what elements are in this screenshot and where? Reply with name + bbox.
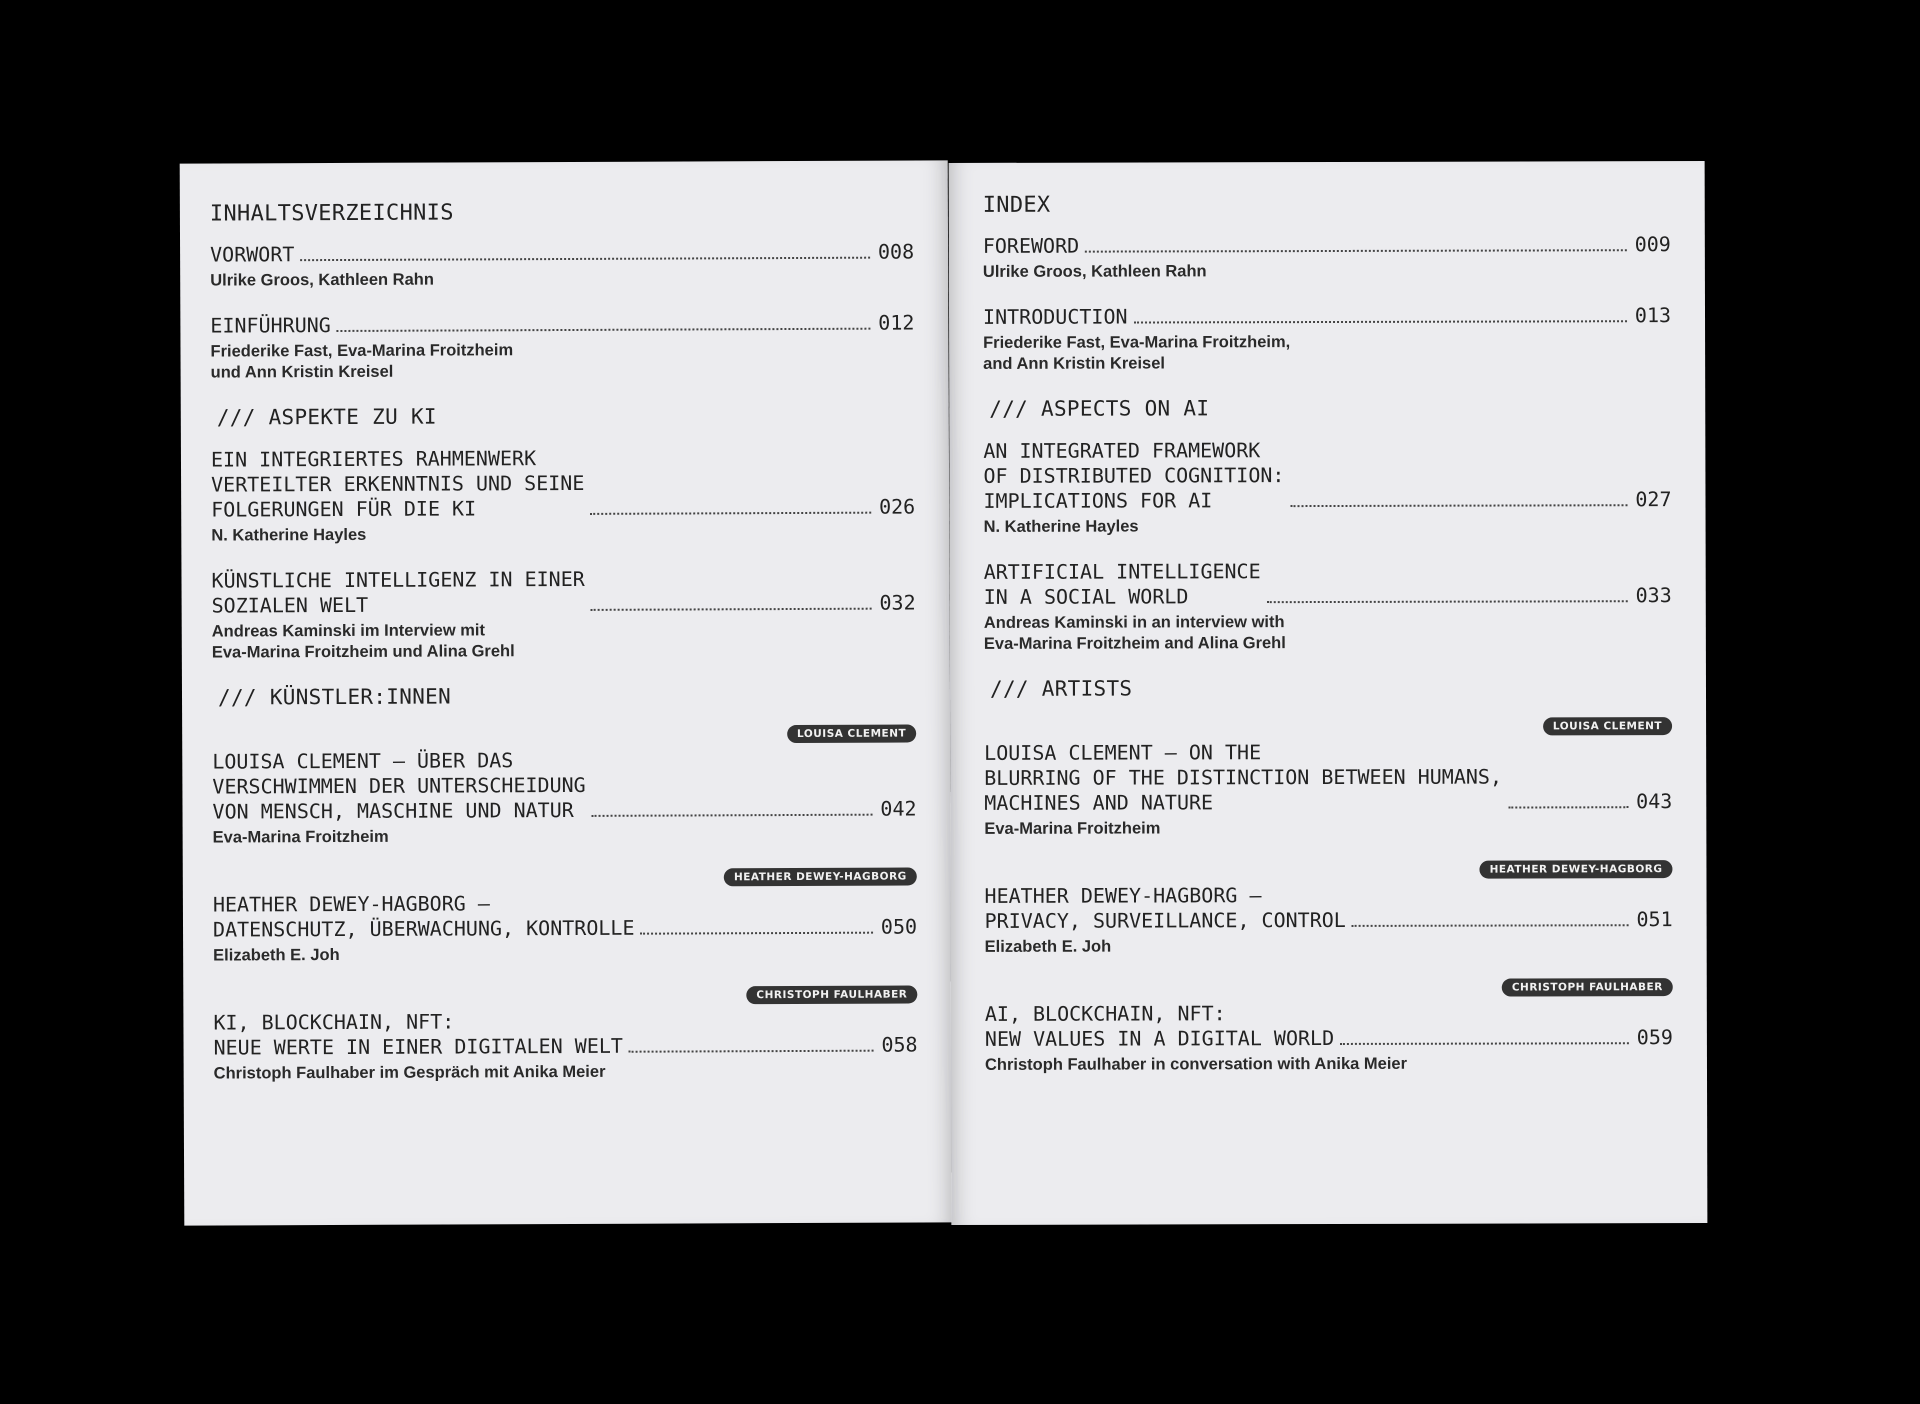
page-number: 059 — [1636, 1025, 1673, 1050]
index-heading: INDEX — [982, 192, 1051, 218]
entry-authors: Christoph Faulhaber in conversation with Anika Meier — [984, 1054, 1408, 1074]
entry-title: HEATHER DEWEY-HAGBORG – DATENSCHUTZ, ÜBERWACHUNG, KONTROLLE — [212, 891, 635, 942]
entry-authors: Christoph Faulhaber im Gespräch mit Anika Meier — [213, 1062, 606, 1083]
artist-tag: HEATHER DEWEY-HAGBORG — [724, 867, 917, 886]
toc-entry — [983, 303, 1671, 375]
toc-entry — [210, 310, 914, 383]
entry-title: AN INTEGRATED FRAMEWORK OF DISTRIBUTED COGNITION: IMPLICATIONS FOR AI — [983, 438, 1285, 513]
dot-leader — [1134, 320, 1627, 323]
toc-entry — [984, 717, 1672, 840]
page-number: 058 — [881, 1032, 918, 1057]
dot-leader — [1340, 1042, 1629, 1045]
section-heading: /// ASPEKTE ZU KI — [216, 404, 437, 430]
section-heading: /// ASPECTS ON AI — [989, 396, 1210, 421]
entry-title: EINFÜHRUNG — [210, 313, 331, 338]
dot-leader — [337, 328, 870, 332]
page-number: 027 — [1635, 487, 1672, 512]
toc-entry — [210, 239, 914, 291]
artist-tag: LOUISA CLEMENT — [787, 724, 916, 743]
entry-authors: Ulrike Groos, Kathleen Rahn — [982, 262, 1207, 281]
dot-leader — [1508, 806, 1628, 808]
page-number: 013 — [1634, 303, 1672, 328]
artist-tag: LOUISA CLEMENT — [1543, 717, 1672, 735]
dot-leader — [592, 814, 873, 817]
toc-entry — [985, 978, 1673, 1076]
dot-leader — [300, 257, 870, 261]
page-number: 042 — [880, 796, 917, 821]
entry-authors: Ulrike Groos, Kathleen Rahn — [210, 270, 434, 290]
artist-tag: CHRISTOPH FAULHABER — [1502, 978, 1673, 996]
entry-authors: Elizabeth E. Joh — [213, 945, 340, 965]
toc-entry — [983, 437, 1671, 538]
entry-authors: Eva-Marina Froitzheim — [212, 827, 389, 847]
page-number: 050 — [880, 914, 918, 939]
entry-title: KI, BLOCKCHAIN, NFT: NEUE WERTE IN EINER DIGITALEN WELT — [213, 1009, 623, 1060]
page-number: 009 — [1634, 232, 1671, 257]
page-number: 032 — [879, 590, 916, 615]
entry-title: LOUISA CLEMENT – ÜBER DAS VERSCHWIMMEN DER UNTERSCHEIDUNG VON MENSCH, MASCHINE UND NATUR — [212, 748, 586, 824]
toc-entry — [211, 444, 915, 546]
entry-authors: Friederike Fast, Eva-Marina Froitzheim, and Ann Kristin Kreisel — [983, 333, 1291, 373]
dot-leader — [591, 608, 872, 611]
toc-entry — [213, 985, 917, 1084]
page-number: 012 — [878, 310, 915, 335]
entry-authors: Eva-Marina Froitzheim — [984, 819, 1161, 838]
dot-leader — [640, 932, 872, 935]
entry-title: ARTIFICIAL INTELLIGENCE IN A SOCIAL WORLD — [983, 559, 1261, 609]
toc-entry — [212, 724, 917, 848]
dot-leader — [629, 1050, 873, 1053]
entry-authors: Elizabeth E. Joh — [984, 937, 1112, 956]
entry-title: FOREWORD — [982, 233, 1080, 258]
entry-title: LOUISA CLEMENT – ON THE BLURRING OF THE DISTINCTION BETWEEN HUMANS, MACHINES AND NATURE — [984, 740, 1503, 815]
entry-authors: N. Katherine Hayles — [211, 525, 367, 545]
section-heading: /// ARTISTS — [989, 676, 1133, 701]
page-number: 051 — [1636, 907, 1673, 932]
left-page — [180, 160, 953, 1225]
entry-title: EIN INTEGRIERTES RAHMENWERK VERTEILTER ERKENNTNIS UND SEINE FOLGERUNGEN FÜR DIE KI — [210, 446, 585, 522]
entry-title: KÜNSTLICHE INTELLIGENZ IN EINER SOZIALEN WELT — [211, 566, 585, 618]
page-number: 008 — [877, 239, 915, 264]
entry-authors: Andreas Kaminski im Interview mit Eva-Marina Froitzheim und Alina Grehl — [211, 621, 515, 662]
section-heading: /// KÜNSTLER:INNEN — [217, 684, 452, 710]
entry-authors: N. Katherine Hayles — [983, 517, 1139, 536]
page-number: 026 — [879, 494, 916, 519]
entry-title: INTRODUCTION — [982, 304, 1128, 329]
right-page — [949, 161, 1708, 1225]
toc-entry — [983, 232, 1671, 283]
dot-leader — [590, 512, 871, 515]
entry-title: HEATHER DEWEY-HAGBORG – PRIVACY, SURVEILLANCE, CONTROL — [984, 883, 1346, 933]
entry-title: AI, BLOCKCHAIN, NFT: NEW VALUES IN A DIGITAL WORLD — [984, 1001, 1335, 1051]
page-number: 043 — [1636, 789, 1673, 814]
artist-tag: HEATHER DEWEY-HAGBORG — [1480, 860, 1673, 879]
toc-heading: INHALTSVERZEICHNIS — [209, 200, 454, 227]
toc-entry — [984, 860, 1672, 958]
dot-leader — [1291, 504, 1628, 507]
entry-authors: Friederike Fast, Eva-Marina Froitzheim und Ann Kristin Kreisel — [210, 341, 514, 382]
entry-title: VORWORT — [210, 242, 295, 267]
artist-tag: CHRISTOPH FAULHABER — [746, 985, 917, 1004]
toc-entry — [213, 867, 917, 966]
dot-leader — [1267, 600, 1628, 603]
dot-leader — [1352, 924, 1629, 927]
page-number: 033 — [1635, 583, 1672, 608]
toc-entry — [211, 565, 915, 663]
toc-entry — [984, 558, 1672, 655]
entry-authors: Andreas Kaminski in an interview with Eva-Marina Froitzheim and Alina Grehl — [983, 613, 1286, 653]
dot-leader — [1085, 249, 1627, 252]
